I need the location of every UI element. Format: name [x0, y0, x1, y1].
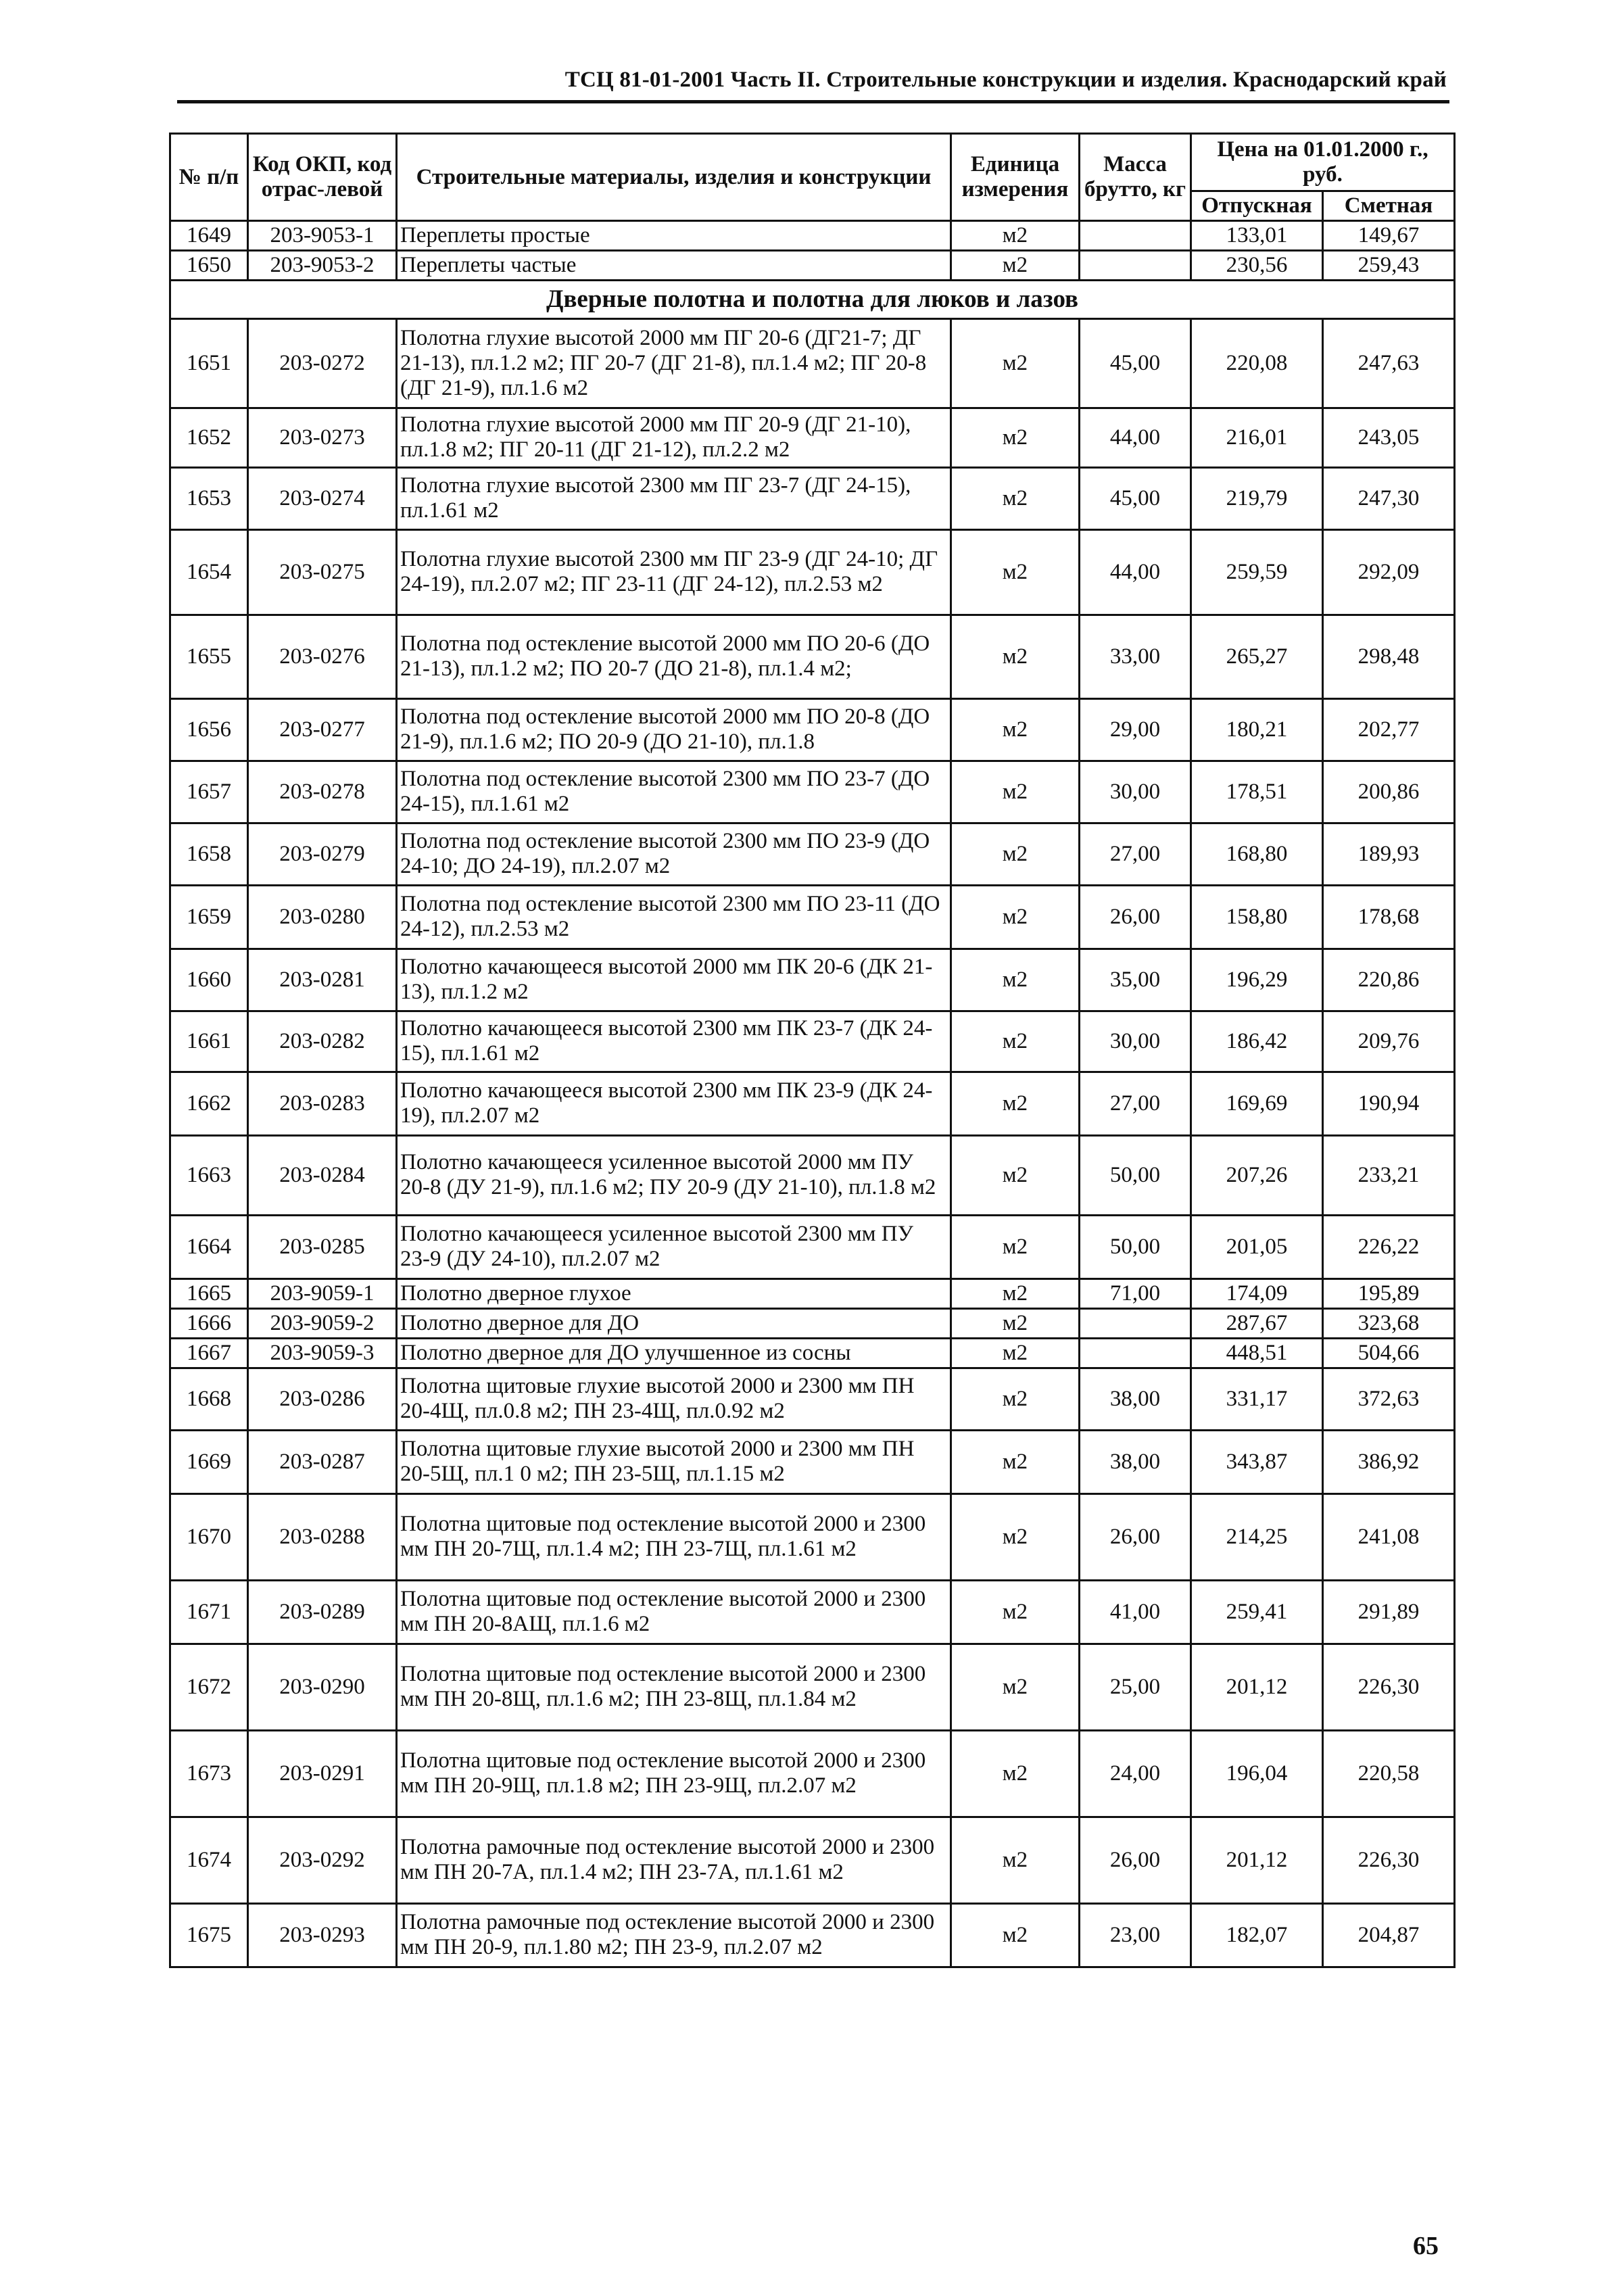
gross-mass-cell: 26,00 [1080, 885, 1191, 949]
material-name-cell: Полотно качающееся усиленное высотой 2000 мм ПУ 20-8 (ДУ 21-9), пл.1.6 м2; ПУ 20-9 (ДУ 21-10), пл.1.8 м2 [397, 1135, 951, 1215]
price-estimate-cell: 233,21 [1323, 1135, 1455, 1215]
gross-mass-cell: 44,00 [1080, 408, 1191, 467]
header-name: Строительные материалы, изделия и конструкции [397, 134, 951, 221]
price-release-cell: 265,27 [1191, 615, 1323, 698]
okp-code-cell: 203-0289 [248, 1580, 397, 1644]
table-row [170, 1278, 1455, 1308]
price-estimate-cell: 298,48 [1323, 615, 1455, 698]
table-row [170, 467, 1455, 529]
material-name-cell: Полотна глухие высотой 2000 мм ПГ 20-9 (ДГ 21-10), пл.1.8 м2; ПГ 20-11 (ДГ 21-12), пл.2.2 м2 [397, 408, 951, 467]
row-number-cell: 1652 [170, 408, 248, 467]
table-row [170, 823, 1455, 885]
material-name-cell: Полотна щитовые глухие высотой 2000 и 2300 мм ПН 20-4Щ, пл.0.8 м2; ПН 23-4Щ, пл.0.92 м2 [397, 1368, 951, 1430]
unit-cell: м2 [951, 949, 1080, 1011]
gross-mass-cell [1080, 250, 1191, 280]
gross-mass-cell: 44,00 [1080, 529, 1191, 615]
material-name-cell: Полотно качающееся высотой 2300 мм ПК 23-7 (ДК 24-15), пл.1.61 м2 [397, 1011, 951, 1072]
price-estimate-cell: 241,08 [1323, 1493, 1455, 1580]
okp-code-cell: 203-0272 [248, 318, 397, 408]
price-estimate-cell: 259,43 [1323, 250, 1455, 280]
row-number-cell: 1659 [170, 885, 248, 949]
section-body [170, 280, 1455, 318]
price-table [169, 133, 1456, 1968]
table-row [170, 949, 1455, 1011]
price-estimate-cell: 209,76 [1323, 1011, 1455, 1072]
header-price-group: Цена на 01.01.2000 г., руб. [1191, 134, 1455, 191]
material-name-cell: Полотна щитовые под остекление высотой 2000 и 2300 мм ПН 20-8АЩ, пл.1.6 м2 [397, 1580, 951, 1644]
table-row [170, 1308, 1455, 1338]
gross-mass-cell: 26,00 [1080, 1493, 1191, 1580]
unit-cell: м2 [951, 1338, 1080, 1368]
row-number-cell: 1666 [170, 1308, 248, 1338]
okp-code-cell: 203-0273 [248, 408, 397, 467]
unit-cell: м2 [951, 250, 1080, 280]
price-release-cell: 158,80 [1191, 885, 1323, 949]
unit-cell: м2 [951, 1278, 1080, 1308]
price-estimate-cell: 243,05 [1323, 408, 1455, 467]
page-number: 65 [1413, 2232, 1439, 2260]
price-release-cell: 448,51 [1191, 1338, 1323, 1368]
price-release-cell: 259,59 [1191, 529, 1323, 615]
price-release-cell: 169,69 [1191, 1072, 1323, 1135]
table-row [170, 1338, 1455, 1368]
gross-mass-cell: 45,00 [1080, 467, 1191, 529]
unit-cell: м2 [951, 467, 1080, 529]
price-estimate-cell: 190,94 [1323, 1072, 1455, 1135]
gross-mass-cell: 71,00 [1080, 1278, 1191, 1308]
section-row [170, 280, 1455, 318]
unit-cell: м2 [951, 1368, 1080, 1430]
gross-mass-cell: 33,00 [1080, 615, 1191, 698]
row-number-cell: 1651 [170, 318, 248, 408]
unit-cell: м2 [951, 1903, 1080, 1967]
material-name-cell: Полотна под остекление высотой 2000 мм ПО 20-6 (ДО 21-13), пл.1.2 м2; ПО 20-7 (ДО 21-8), пл.1.4 м2; [397, 615, 951, 698]
section-title: Дверные полотна и полотна для люков и лазов [170, 280, 1455, 318]
price-release-cell: 220,08 [1191, 318, 1323, 408]
table-row [170, 1135, 1455, 1215]
material-name-cell: Полотна щитовые под остекление высотой 2000 и 2300 мм ПН 20-8Щ, пл.1.6 м2; ПН 23-8Щ, пл.1.84 м2 [397, 1644, 951, 1730]
table-row [170, 1903, 1455, 1967]
unit-cell: м2 [951, 220, 1080, 250]
price-release-cell: 207,26 [1191, 1135, 1323, 1215]
unit-cell: м2 [951, 318, 1080, 408]
price-estimate-cell: 323,68 [1323, 1308, 1455, 1338]
material-name-cell: Полотна щитовые под остекление высотой 2000 и 2300 мм ПН 20-9Щ, пл.1.8 м2; ПН 23-9Щ, пл.2.07 м2 [397, 1730, 951, 1817]
okp-code-cell: 203-0285 [248, 1215, 397, 1278]
okp-code-cell: 203-0293 [248, 1903, 397, 1967]
price-release-cell: 196,04 [1191, 1730, 1323, 1817]
okp-code-cell: 203-0284 [248, 1135, 397, 1215]
gross-mass-cell: 35,00 [1080, 949, 1191, 1011]
table-row [170, 220, 1455, 250]
row-number-cell: 1656 [170, 698, 248, 761]
gross-mass-cell: 25,00 [1080, 1644, 1191, 1730]
gross-mass-cell: 50,00 [1080, 1135, 1191, 1215]
table-row [170, 615, 1455, 698]
unit-cell: м2 [951, 761, 1080, 823]
gross-mass-cell [1080, 220, 1191, 250]
table-header [170, 134, 1455, 221]
row-number-cell: 1650 [170, 250, 248, 280]
row-number-cell: 1663 [170, 1135, 248, 1215]
okp-code-cell: 203-0276 [248, 615, 397, 698]
okp-code-cell: 203-0282 [248, 1011, 397, 1072]
row-number-cell: 1658 [170, 823, 248, 885]
okp-code-cell: 203-9059-1 [248, 1278, 397, 1308]
material-name-cell: Полотно качающееся высотой 2000 мм ПК 20-6 (ДК 21-13), пл.1.2 м2 [397, 949, 951, 1011]
row-number-cell: 1665 [170, 1278, 248, 1308]
unit-cell: м2 [951, 1215, 1080, 1278]
material-name-cell: Полотно качающееся высотой 2300 мм ПК 23-9 (ДК 24-19), пл.2.07 м2 [397, 1072, 951, 1135]
price-release-cell: 133,01 [1191, 220, 1323, 250]
okp-code-cell: 203-9059-2 [248, 1308, 397, 1338]
row-number-cell: 1649 [170, 220, 248, 250]
price-estimate-cell: 200,86 [1323, 761, 1455, 823]
unit-cell: м2 [951, 1644, 1080, 1730]
row-number-cell: 1657 [170, 761, 248, 823]
price-release-cell: 219,79 [1191, 467, 1323, 529]
material-name-cell: Полотна глухие высотой 2300 мм ПГ 23-9 (ДГ 24-10; ДГ 24-19), пл.2.07 м2; ПГ 23-11 (ДГ 24-12), пл.2.53 м2 [397, 529, 951, 615]
gross-mass-cell [1080, 1308, 1191, 1338]
table-row [170, 1730, 1455, 1817]
material-name-cell: Полотна глухие высотой 2000 мм ПГ 20-6 (ДГ21-7; ДГ 21-13), пл.1.2 м2; ПГ 20-7 (ДГ 21-8), пл.1.4 м2; ПГ 20-8 (ДГ 21-9), пл.1.6 м2 [397, 318, 951, 408]
table-row [170, 408, 1455, 467]
okp-code-cell: 203-0287 [248, 1430, 397, 1493]
row-number-cell: 1662 [170, 1072, 248, 1135]
price-estimate-cell: 202,77 [1323, 698, 1455, 761]
unit-cell: м2 [951, 615, 1080, 698]
gross-mass-cell: 23,00 [1080, 1903, 1191, 1967]
material-name-cell: Полотна щитовые глухие высотой 2000 и 2300 мм ПН 20-5Щ, пл.1 0 м2; ПН 23-5Щ, пл.1.15 м2 [397, 1430, 951, 1493]
unit-cell: м2 [951, 408, 1080, 467]
row-number-cell: 1675 [170, 1903, 248, 1967]
gross-mass-cell: 24,00 [1080, 1730, 1191, 1817]
price-estimate-cell: 247,30 [1323, 467, 1455, 529]
price-estimate-cell: 220,58 [1323, 1730, 1455, 1817]
price-estimate-cell: 220,86 [1323, 949, 1455, 1011]
unit-cell: м2 [951, 1580, 1080, 1644]
okp-code-cell: 203-0274 [248, 467, 397, 529]
header-unit: Единица измерения [951, 134, 1080, 221]
row-number-cell: 1654 [170, 529, 248, 615]
okp-code-cell: 203-0280 [248, 885, 397, 949]
table-row [170, 318, 1455, 408]
price-estimate-cell: 178,68 [1323, 885, 1455, 949]
okp-code-cell: 203-0275 [248, 529, 397, 615]
header-num: № п/п [170, 134, 248, 221]
price-release-cell: 180,21 [1191, 698, 1323, 761]
material-name-cell: Полотна рамочные под остекление высотой 2000 и 2300 мм ПН 20-7А, пл.1.4 м2; ПН 23-7А, пл.1.61 м2 [397, 1817, 951, 1903]
header-price-release: Отпускная [1191, 191, 1323, 221]
gross-mass-cell: 38,00 [1080, 1430, 1191, 1493]
gross-mass-cell: 41,00 [1080, 1580, 1191, 1644]
okp-code-cell: 203-0278 [248, 761, 397, 823]
material-name-cell: Полотно качающееся усиленное высотой 2300 мм ПУ 23-9 (ДУ 24-10), пл.2.07 м2 [397, 1215, 951, 1278]
table-row [170, 1430, 1455, 1493]
gross-mass-cell: 29,00 [1080, 698, 1191, 761]
unit-cell: м2 [951, 1430, 1080, 1493]
row-number-cell: 1672 [170, 1644, 248, 1730]
table-row [170, 1215, 1455, 1278]
row-number-cell: 1664 [170, 1215, 248, 1278]
unit-cell: м2 [951, 823, 1080, 885]
price-estimate-cell: 195,89 [1323, 1278, 1455, 1308]
gross-mass-cell: 27,00 [1080, 1072, 1191, 1135]
price-estimate-cell: 372,63 [1323, 1368, 1455, 1430]
unit-cell: м2 [951, 1493, 1080, 1580]
header-rule [177, 100, 1449, 103]
okp-code-cell: 203-0290 [248, 1644, 397, 1730]
price-estimate-cell: 189,93 [1323, 823, 1455, 885]
header-price-estimate: Сметная [1323, 191, 1455, 221]
unit-cell: м2 [951, 1730, 1080, 1817]
table-row [170, 1011, 1455, 1072]
unit-cell: м2 [951, 529, 1080, 615]
okp-code-cell: 203-9053-1 [248, 220, 397, 250]
material-name-cell: Полотна под остекление высотой 2300 мм ПО 23-9 (ДО 24-10; ДО 24-19), пл.2.07 м2 [397, 823, 951, 885]
price-estimate-cell: 226,22 [1323, 1215, 1455, 1278]
unit-cell: м2 [951, 698, 1080, 761]
price-release-cell: 287,67 [1191, 1308, 1323, 1338]
okp-code-cell: 203-0279 [248, 823, 397, 885]
gross-mass-cell: 50,00 [1080, 1215, 1191, 1278]
header-mass: Масса брутто, кг [1080, 134, 1191, 221]
row-number-cell: 1668 [170, 1368, 248, 1430]
table-row [170, 885, 1455, 949]
price-release-cell: 201,12 [1191, 1644, 1323, 1730]
unit-cell: м2 [951, 1072, 1080, 1135]
table-row [170, 1817, 1455, 1903]
price-estimate-cell: 226,30 [1323, 1644, 1455, 1730]
price-release-cell: 168,80 [1191, 823, 1323, 885]
header-code: Код ОКП, код отрас-левой [248, 134, 397, 221]
price-estimate-cell: 226,30 [1323, 1817, 1455, 1903]
okp-code-cell: 203-0291 [248, 1730, 397, 1817]
table-body-main [170, 318, 1455, 1967]
gross-mass-cell: 45,00 [1080, 318, 1191, 408]
unit-cell: м2 [951, 1308, 1080, 1338]
price-estimate-cell: 292,09 [1323, 529, 1455, 615]
material-name-cell: Полотно дверное глухое [397, 1278, 951, 1308]
okp-code-cell: 203-0288 [248, 1493, 397, 1580]
material-name-cell: Полотна рамочные под остекление высотой 2000 и 2300 мм ПН 20-9, пл.1.80 м2; ПН 23-9, пл.2.07 м2 [397, 1903, 951, 1967]
row-number-cell: 1661 [170, 1011, 248, 1072]
price-release-cell: 216,01 [1191, 408, 1323, 467]
price-estimate-cell: 504,66 [1323, 1338, 1455, 1368]
price-release-cell: 230,56 [1191, 250, 1323, 280]
unit-cell: м2 [951, 885, 1080, 949]
gross-mass-cell: 30,00 [1080, 761, 1191, 823]
price-estimate-cell: 149,67 [1323, 220, 1455, 250]
table-row [170, 1644, 1455, 1730]
material-name-cell: Полотна под остекление высотой 2300 мм ПО 23-11 (ДО 24-12), пл.2.53 м2 [397, 885, 951, 949]
row-number-cell: 1653 [170, 467, 248, 529]
table-row [170, 1493, 1455, 1580]
row-number-cell: 1660 [170, 949, 248, 1011]
okp-code-cell: 203-0283 [248, 1072, 397, 1135]
row-number-cell: 1670 [170, 1493, 248, 1580]
table-body-top [170, 220, 1455, 280]
price-release-cell: 331,17 [1191, 1368, 1323, 1430]
price-estimate-cell: 386,92 [1323, 1430, 1455, 1493]
price-release-cell: 201,05 [1191, 1215, 1323, 1278]
table-row [170, 761, 1455, 823]
price-release-cell: 201,12 [1191, 1817, 1323, 1903]
okp-code-cell: 203-9059-3 [248, 1338, 397, 1368]
row-number-cell: 1667 [170, 1338, 248, 1368]
material-name-cell: Переплеты частые [397, 250, 951, 280]
material-name-cell: Полотно дверное для ДО улучшенное из сосны [397, 1338, 951, 1368]
okp-code-cell: 203-0281 [248, 949, 397, 1011]
material-name-cell: Переплеты простые [397, 220, 951, 250]
price-release-cell: 196,29 [1191, 949, 1323, 1011]
gross-mass-cell: 30,00 [1080, 1011, 1191, 1072]
price-release-cell: 259,41 [1191, 1580, 1323, 1644]
row-number-cell: 1671 [170, 1580, 248, 1644]
unit-cell: м2 [951, 1817, 1080, 1903]
unit-cell: м2 [951, 1135, 1080, 1215]
price-estimate-cell: 291,89 [1323, 1580, 1455, 1644]
gross-mass-cell: 27,00 [1080, 823, 1191, 885]
okp-code-cell: 203-0277 [248, 698, 397, 761]
material-name-cell: Полотна глухие высотой 2300 мм ПГ 23-7 (ДГ 24-15), пл.1.61 м2 [397, 467, 951, 529]
table-row [170, 698, 1455, 761]
table-row [170, 1580, 1455, 1644]
okp-code-cell: 203-0292 [248, 1817, 397, 1903]
okp-code-cell: 203-0286 [248, 1368, 397, 1430]
row-number-cell: 1669 [170, 1430, 248, 1493]
table-row [170, 529, 1455, 615]
row-number-cell: 1655 [170, 615, 248, 698]
unit-cell: м2 [951, 1011, 1080, 1072]
material-name-cell: Полотна под остекление высотой 2000 мм ПО 20-8 (ДО 21-9), пл.1.6 м2; ПО 20-9 (ДО 21-10), пл.1.8 [397, 698, 951, 761]
price-release-cell: 214,25 [1191, 1493, 1323, 1580]
row-number-cell: 1674 [170, 1817, 248, 1903]
table-row [170, 1072, 1455, 1135]
table-row [170, 250, 1455, 280]
price-release-cell: 178,51 [1191, 761, 1323, 823]
table-row [170, 1368, 1455, 1430]
running-header: ТСЦ 81-01-2001 Часть II. Строительные конструкции и изделия. Краснодарский край [564, 68, 1447, 92]
price-estimate-cell: 247,63 [1323, 318, 1455, 408]
row-number-cell: 1673 [170, 1730, 248, 1817]
gross-mass-cell: 38,00 [1080, 1368, 1191, 1430]
price-release-cell: 182,07 [1191, 1903, 1323, 1967]
gross-mass-cell: 26,00 [1080, 1817, 1191, 1903]
gross-mass-cell [1080, 1338, 1191, 1368]
okp-code-cell: 203-9053-2 [248, 250, 397, 280]
price-estimate-cell: 204,87 [1323, 1903, 1455, 1967]
material-name-cell: Полотно дверное для ДО [397, 1308, 951, 1338]
price-release-cell: 186,42 [1191, 1011, 1323, 1072]
material-name-cell: Полотна щитовые под остекление высотой 2000 и 2300 мм ПН 20-7Щ, пл.1.4 м2; ПН 23-7Щ, пл.1.61 м2 [397, 1493, 951, 1580]
price-release-cell: 343,87 [1191, 1430, 1323, 1493]
price-release-cell: 174,09 [1191, 1278, 1323, 1308]
material-name-cell: Полотна под остекление высотой 2300 мм ПО 23-7 (ДО 24-15), пл.1.61 м2 [397, 761, 951, 823]
